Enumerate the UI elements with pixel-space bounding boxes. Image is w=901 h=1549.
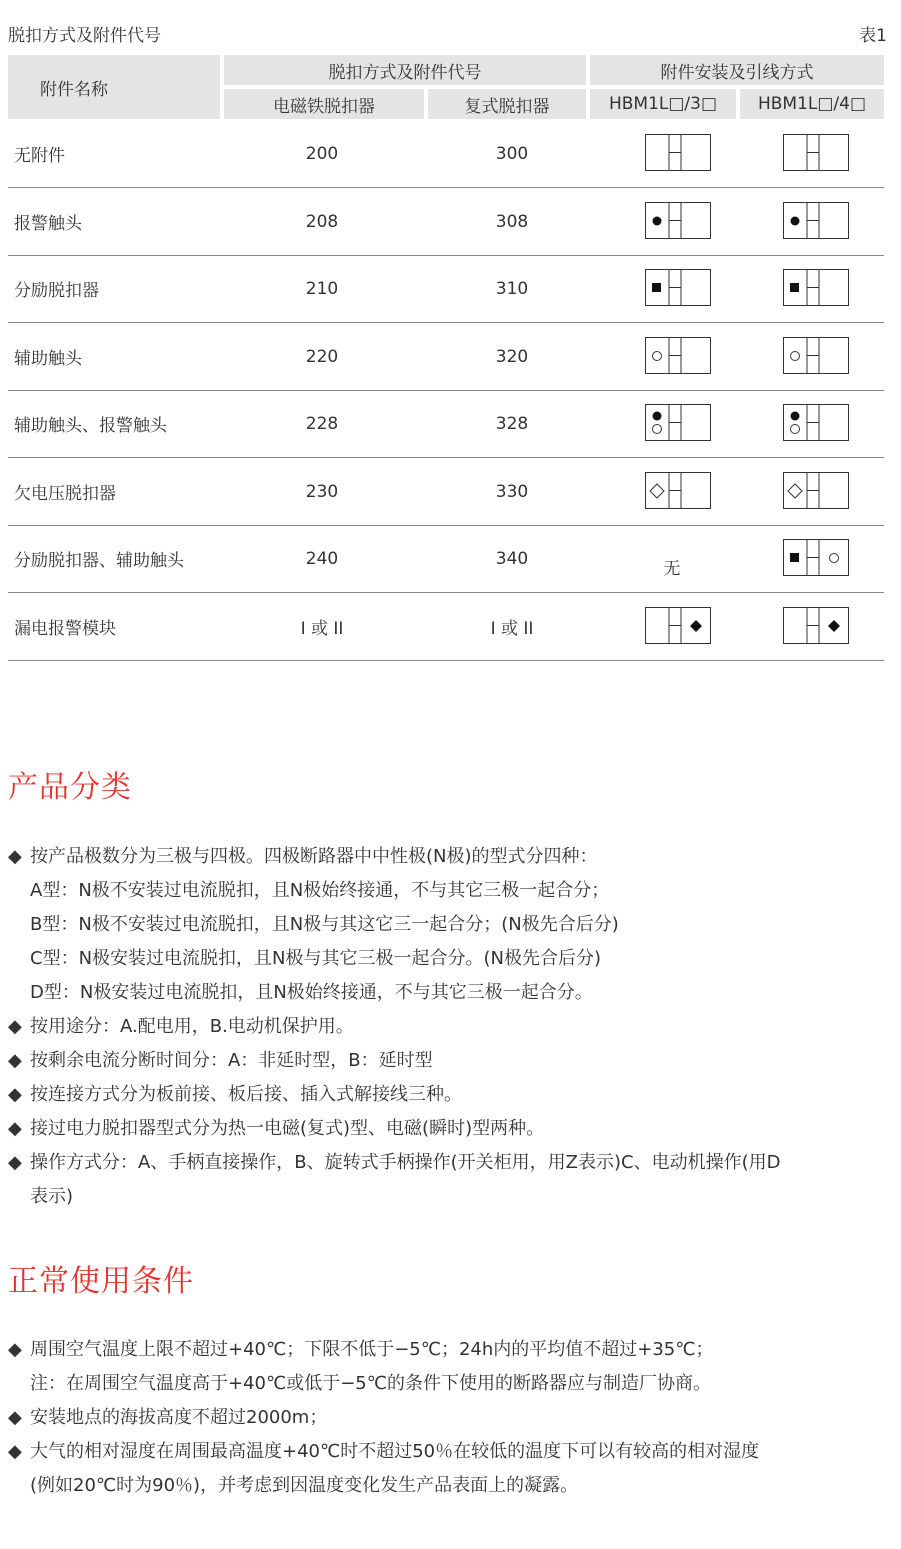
list-item	[30, 908, 619, 942]
code-compound: 330	[495, 481, 529, 502]
table-row	[8, 390, 884, 458]
header-name: 附件名称	[8, 55, 220, 119]
table-caption: 脱扣方式及附件代号	[8, 26, 161, 46]
install-4p-diagram	[783, 472, 849, 509]
list-item	[30, 976, 593, 1010]
list-item	[30, 942, 601, 976]
install-3p-diagram	[645, 202, 711, 239]
install-3p-diagram	[645, 269, 711, 306]
table-row	[8, 593, 884, 661]
list-item	[8, 1146, 781, 1180]
install-4p-diagram	[783, 539, 849, 576]
code-electromagnetic: 200	[305, 143, 339, 164]
code-compound: 328	[495, 413, 529, 434]
list-item-text: 按用途分：A.配电用，B.电动机保护用。	[30, 1016, 354, 1037]
install-3p-diagram	[645, 607, 711, 644]
diamond-bullet-icon: ◆	[8, 1441, 22, 1462]
list-item-text: 按剩余电流分断时间分：A：非延时型，B：延时型	[30, 1050, 433, 1071]
list-item-text: A型：N极不安装过电流脱扣，且N极始终接通，不与其它三极一起合分；	[30, 880, 610, 901]
install-4p-diagram	[783, 269, 849, 306]
code-electromagnetic: 230	[305, 481, 339, 502]
list-item-text: 操作方式分：A、手柄直接操作，B、旋转式手柄操作(开关柜用，用Z表示)C、电动机操作(用D	[30, 1152, 781, 1173]
list-item-text: 表示)	[30, 1186, 74, 1207]
diamond-bullet-icon: ◆	[8, 1050, 22, 1071]
code-compound: 320	[495, 346, 529, 367]
list-item-text: 安装地点的海拔高度不超过2000m；	[30, 1407, 328, 1428]
accessory-name: 分励脱扣器、辅助触头	[14, 551, 184, 571]
list-item	[30, 1469, 578, 1503]
accessory-name: 漏电报警模块	[14, 619, 116, 639]
diamond-bullet-icon: ◆	[8, 1407, 22, 1428]
list-item	[30, 1367, 711, 1401]
diamond-bullet-icon: ◆	[8, 1084, 22, 1105]
list-item	[8, 1333, 713, 1367]
list-item-text: B型：N极不安装过电流脱扣，且N极与其这它三一起合分；(N极先合后分)	[30, 914, 619, 935]
code-electromagnetic: I 或 II	[300, 619, 344, 639]
code-electromagnetic: 228	[305, 413, 339, 434]
table-row	[8, 458, 884, 526]
install-3p-diagram	[645, 404, 711, 441]
list-item-text: (例如20℃时为90％)，并考虑到因温度变化发生产品表面上的凝露。	[30, 1475, 579, 1496]
list-item	[30, 874, 609, 908]
list-item	[8, 840, 598, 874]
code-compound: 310	[495, 278, 529, 299]
list-item-text: C型：N极安装过电流脱扣，且N极与其它三极一起合分。(N极先合后分)	[30, 948, 602, 969]
diamond-bullet-icon: ◆	[8, 1339, 22, 1360]
install-4p-diagram	[783, 134, 849, 171]
list-item-text: 按连接方式分为板前接、板后接、插入式解接线三种。	[30, 1084, 462, 1105]
table-number: 表1	[859, 26, 887, 46]
install-4p-diagram	[783, 404, 849, 441]
list-item	[8, 1044, 433, 1078]
list-item-text: 按产品极数分为三极与四极。四极断路器中中性极(N极)的型式分四种：	[30, 846, 598, 867]
list-item	[30, 1180, 73, 1214]
list-item-text: 接过电力脱扣器型式分为热一电磁(复式)型、电磁(瞬时)型两种。	[30, 1118, 545, 1139]
install-3p-none: 无	[663, 559, 681, 579]
diamond-bullet-icon: ◆	[8, 1118, 22, 1139]
install-3p-diagram	[645, 134, 711, 171]
list-item-text: 大气的相对湿度在周围最高温度+40℃时不超过50％在较低的温度下可以有较高的相对湿度	[30, 1441, 760, 1462]
list-item-text: D型：N极安装过电流脱扣，且N极始终接通，不与其它三极一起合分。	[30, 982, 593, 1003]
accessory-name: 报警触头	[14, 214, 82, 234]
header-code1: 电磁铁脱扣器	[224, 89, 424, 119]
header-model3: HBM1L□/3□	[590, 89, 736, 119]
section-title-classification: 产品分类	[8, 770, 132, 805]
section-title-conditions: 正常使用条件	[8, 1264, 194, 1299]
table-row	[8, 255, 884, 323]
code-compound: 300	[495, 143, 529, 164]
list-item	[8, 1010, 354, 1044]
install-4p-diagram	[783, 337, 849, 374]
list-item-text: 注：在周围空气温度高于+40℃或低于−5℃的条件下使用的断路器应与制造厂协商。	[30, 1373, 711, 1394]
code-compound: 308	[495, 211, 529, 232]
code-electromagnetic: 208	[305, 211, 339, 232]
table-row	[8, 120, 884, 188]
list-item-text: 周围空气温度上限不超过+40℃；下限不低于−5℃；24h内的平均值不超过+35℃；	[30, 1339, 714, 1360]
header-code2: 复式脱扣器	[428, 89, 586, 119]
accessory-name: 辅助触头、报警触头	[14, 416, 167, 436]
install-4p-diagram	[783, 202, 849, 239]
install-3p-diagram	[645, 472, 711, 509]
code-compound: I 或 II	[490, 619, 534, 639]
table-row	[8, 323, 884, 391]
table-row	[8, 525, 884, 593]
list-item	[8, 1112, 544, 1146]
header-code-group: 脱扣方式及附件代号	[224, 55, 586, 85]
diamond-bullet-icon: ◆	[8, 1016, 22, 1037]
list-item	[8, 1078, 462, 1112]
diamond-bullet-icon: ◆	[8, 1152, 22, 1173]
install-4p-diagram	[783, 607, 849, 644]
code-electromagnetic: 210	[305, 278, 339, 299]
accessory-name: 无附件	[14, 146, 65, 166]
table-row	[8, 188, 884, 256]
accessory-name: 分励脱扣器	[14, 281, 99, 301]
code-compound: 340	[495, 548, 529, 569]
accessory-name: 辅助触头	[14, 349, 82, 369]
code-electromagnetic: 240	[305, 548, 339, 569]
list-item	[8, 1401, 327, 1435]
header-install-group: 附件安装及引线方式	[590, 55, 884, 85]
header-model4: HBM1L□/4□	[740, 89, 884, 119]
diamond-bullet-icon: ◆	[8, 846, 22, 867]
list-item	[8, 1435, 759, 1469]
accessory-name: 欠电压脱扣器	[14, 484, 116, 504]
install-3p-diagram	[645, 337, 711, 374]
code-electromagnetic: 220	[305, 346, 339, 367]
